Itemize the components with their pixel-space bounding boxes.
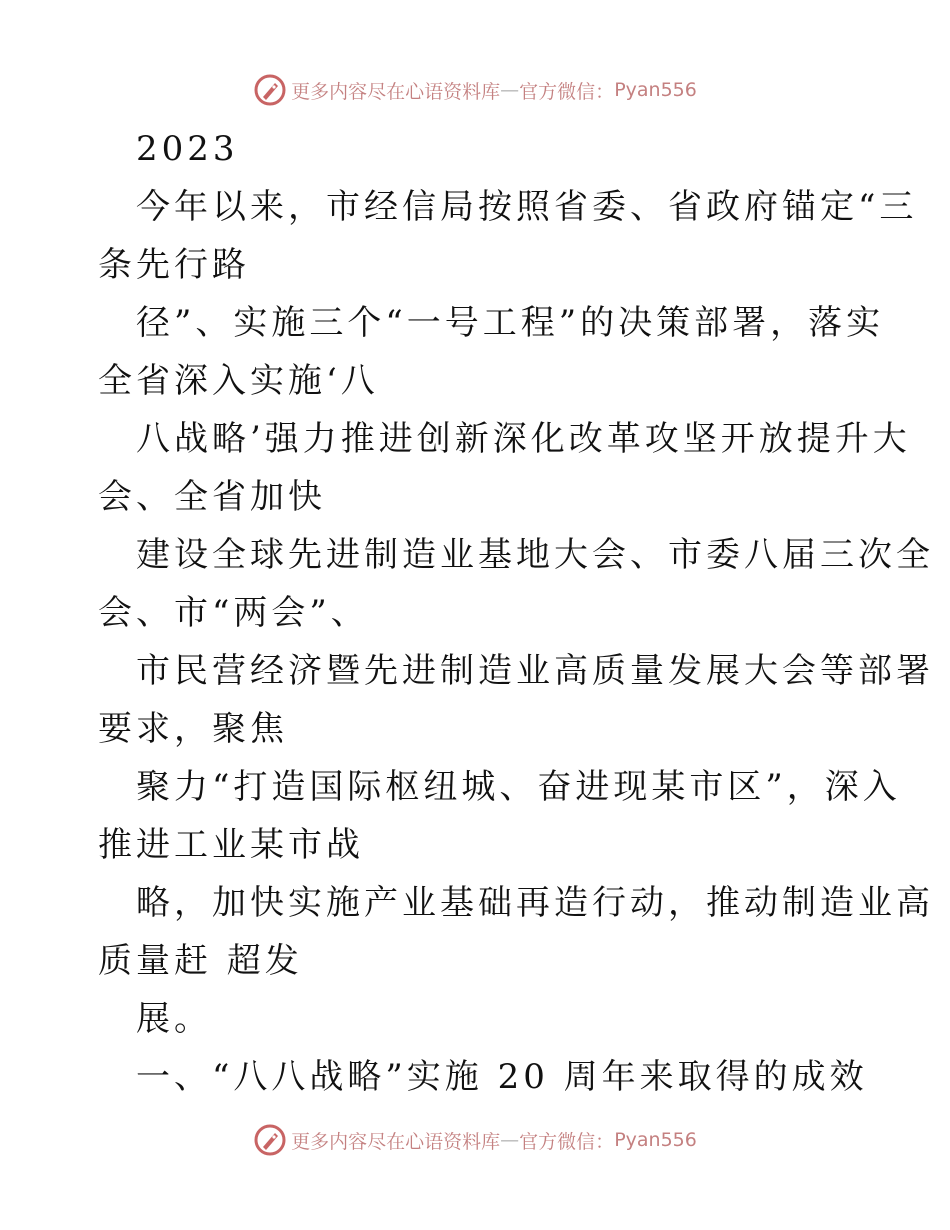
watermark-wechat-id: Pyan556 bbox=[614, 79, 697, 101]
doc-section-heading: 一、“八八战略”实施 20 周年来取得的成效 bbox=[136, 1057, 868, 1097]
doc-paragraph-line: 今年以来，市经信局按照省委、省政府锚定“三 bbox=[136, 187, 918, 227]
doc-paragraph-line: 条先行路 bbox=[98, 245, 250, 285]
header-watermark bbox=[0, 70, 950, 110]
watermark-separator: — bbox=[500, 79, 520, 101]
doc-paragraph-line: 会、市“两会”、 bbox=[98, 593, 369, 633]
watermark-wechat-label: 官方微信： bbox=[519, 80, 615, 103]
doc-paragraph-line: 展。 bbox=[136, 999, 212, 1039]
doc-paragraph-line: 八战略’强力推进创新深化改革攻坚开放提升大 bbox=[136, 419, 911, 459]
doc-paragraph-line: 质量赶 超发 bbox=[98, 941, 303, 981]
watermark-wechat-id: Pyan556 bbox=[614, 1129, 697, 1151]
doc-paragraph-line: 全省深入实施‘八 bbox=[98, 361, 379, 401]
watermark-separator: — bbox=[500, 1129, 520, 1151]
footer-watermark bbox=[0, 1120, 950, 1160]
doc-paragraph-line: 聚力“打造国际枢纽城、奋进现某市区”，深入 bbox=[136, 767, 901, 807]
watermark-site-text: 更多内容尽在心语资料库 bbox=[291, 80, 501, 103]
doc-paragraph-line: 推进工业某市战 bbox=[98, 825, 364, 865]
pen-nib-logo-icon bbox=[253, 73, 287, 107]
watermark-wechat-label: 官方微信： bbox=[519, 1130, 615, 1153]
doc-paragraph-line: 建设全球先进制造业基地大会、市委八届三次全 bbox=[136, 535, 934, 575]
document-body bbox=[98, 120, 934, 1106]
watermark-site-text: 更多内容尽在心语资料库 bbox=[291, 1130, 501, 1153]
doc-paragraph-line: 略，加快实施产业基础再造行动，推动制造业高 bbox=[136, 883, 934, 923]
doc-paragraph-line: 径”、实施三个“一号工程”的决策部署，落实 bbox=[136, 303, 885, 343]
doc-paragraph-line: 会、全省加快 bbox=[98, 477, 326, 517]
doc-paragraph-line: 要求，聚焦 bbox=[98, 709, 288, 749]
doc-paragraph-line: 市民营经济暨先进制造业高质量发展大会等部署 bbox=[136, 651, 934, 691]
pen-nib-logo-icon bbox=[253, 1123, 287, 1157]
doc-year-line: 2023 bbox=[136, 129, 239, 169]
